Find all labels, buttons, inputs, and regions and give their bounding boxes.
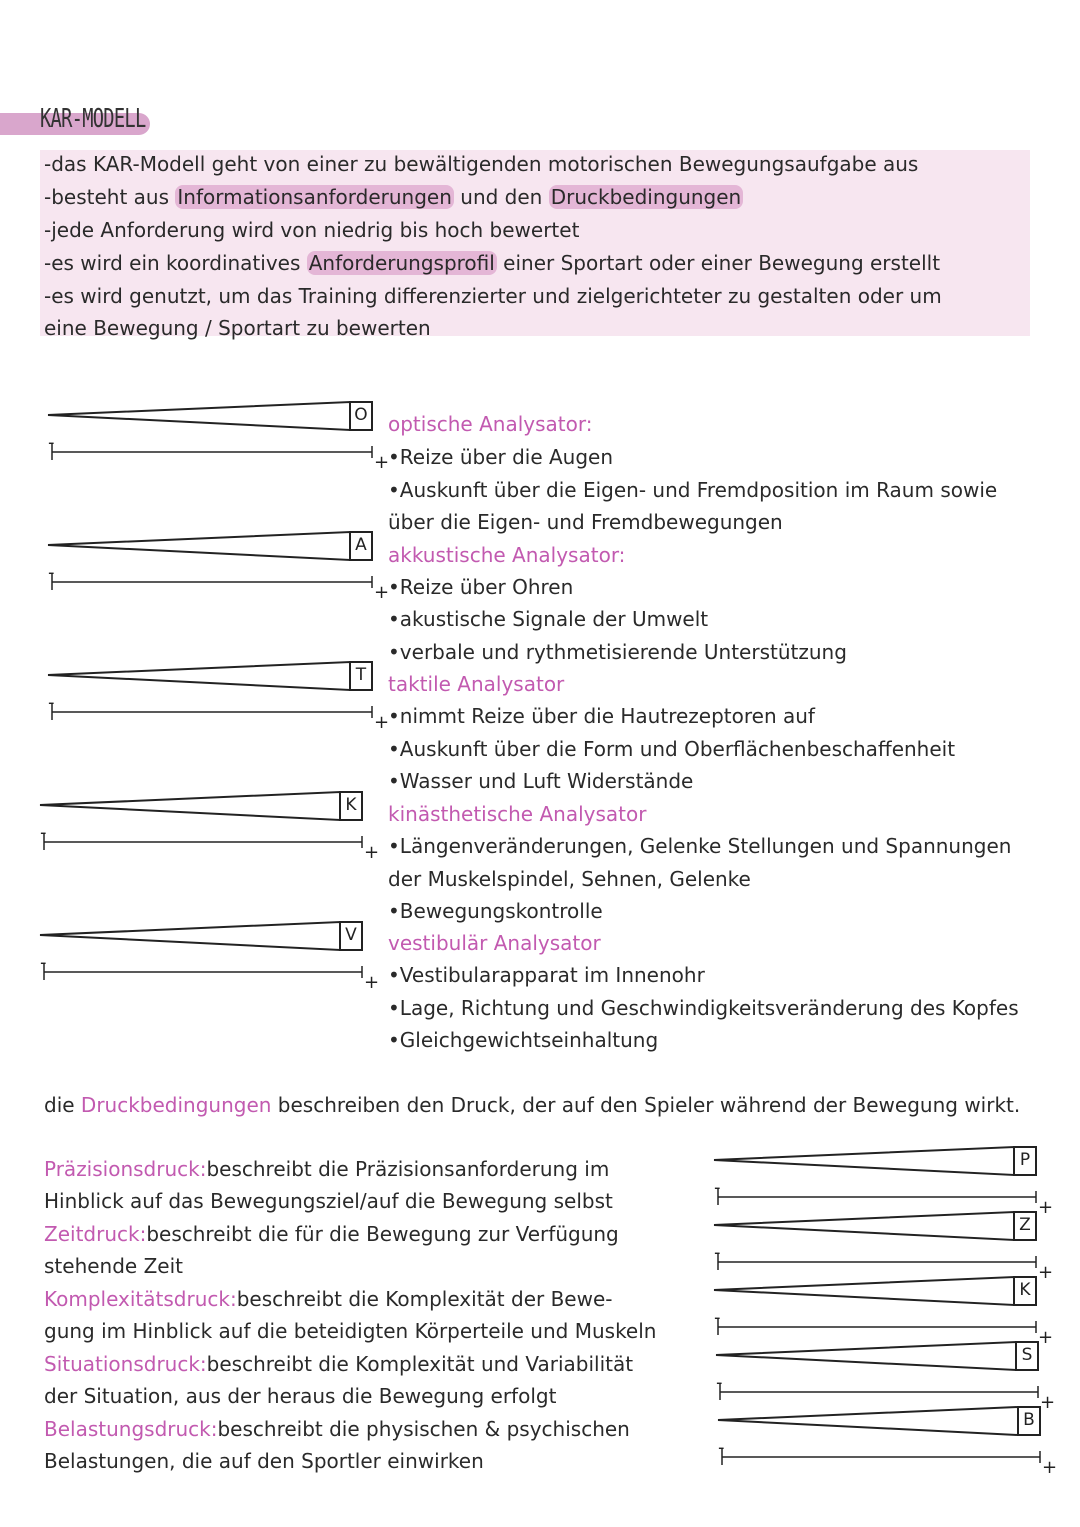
druck-item-cont: Hinblick auf das Bewegungsziel/auf die Bewegung selbst xyxy=(44,1189,613,1213)
druck-intro-term: Druckbedingungen xyxy=(80,1093,272,1117)
analyzer-heading: akkustische Analysator: xyxy=(388,543,626,567)
scale-wedge xyxy=(716,1342,1016,1370)
intro-line-4 xyxy=(44,251,940,275)
intro-line-1 xyxy=(44,152,918,176)
scale-wedge xyxy=(48,662,350,690)
scale-minus: - xyxy=(714,1307,721,1328)
analyzer-item: •verbale und rythmetisierende Unterstützung xyxy=(388,640,847,664)
scale-wedge-graphic xyxy=(712,1145,1056,1205)
intro-text: einer Sportart oder einer Bewegung erstellt xyxy=(496,251,941,275)
analyzer-item: •Längenveränderungen, Gelenke Stellungen und Spannungen xyxy=(388,834,1012,858)
intro-text: -jede Anforderung wird von niedrig bis hoch bewertet xyxy=(44,218,580,242)
rating-scale xyxy=(46,400,392,473)
intro-line-6 xyxy=(44,316,431,340)
scale-wedge-graphic xyxy=(46,400,392,460)
scale-minus: - xyxy=(40,952,47,973)
intro-box xyxy=(40,150,1030,336)
analyzer-item: •Reize über Ohren xyxy=(388,575,574,599)
scale-letter: A xyxy=(355,535,367,555)
scale-plus: + xyxy=(1038,1327,1054,1348)
scale-plus: + xyxy=(374,712,390,733)
druck-term: Zeitdruck: xyxy=(44,1222,147,1246)
scale-plus: + xyxy=(374,582,390,603)
scale-plus: + xyxy=(1038,1262,1054,1283)
scale-wedge xyxy=(714,1147,1014,1175)
druck-item-cont: der Situation, aus der heraus die Bewegung erfolgt xyxy=(44,1384,557,1408)
druck-item xyxy=(44,1417,630,1441)
analyzer-item: •Wasser und Luft Widerstände xyxy=(388,769,694,793)
analyzer-item: •akustische Signale der Umwelt xyxy=(388,607,709,631)
analyzer-item: •Reize über die Augen xyxy=(388,445,614,469)
scale-wedge-graphic xyxy=(712,1275,1056,1335)
intro-text: -besteht aus xyxy=(44,185,176,209)
scale-letter: B xyxy=(1023,1410,1035,1430)
intro-text: -es wird genutzt, um das Training differenzierter und zielgerichteter zu gestalten oder um xyxy=(44,284,942,308)
scale-wedge xyxy=(714,1277,1014,1305)
rating-scale xyxy=(46,660,392,733)
intro-text: -es wird ein koordinatives xyxy=(44,251,307,275)
druck-text: beschreibt die Präzisionsanforderung im xyxy=(206,1157,610,1181)
scale-plus: + xyxy=(1042,1457,1058,1478)
intro-line-3 xyxy=(44,218,579,242)
scale-minus: - xyxy=(718,1437,725,1458)
rating-scale xyxy=(712,1145,1056,1218)
scale-plus: + xyxy=(1040,1392,1056,1413)
druck-intro xyxy=(44,1093,1020,1117)
intro-text: und den xyxy=(453,185,549,209)
scale-wedge-graphic xyxy=(46,530,392,590)
druck-text: beschreibt die für die Bewegung zur Verfügung xyxy=(146,1222,619,1246)
druck-text: beschreibt die Komplexität der Bewe- xyxy=(236,1287,613,1311)
scale-letter: K xyxy=(1019,1280,1031,1300)
scale-letter: Z xyxy=(1019,1215,1031,1235)
rating-scale xyxy=(46,530,392,603)
druck-term: Situationsdruck: xyxy=(44,1352,207,1376)
scale-letter: P xyxy=(1019,1150,1031,1170)
scale-wedge xyxy=(40,922,340,950)
analyzer-heading: kinästhetische Analysator xyxy=(388,802,647,826)
intro-line-2 xyxy=(44,185,743,209)
scale-wedge xyxy=(48,402,350,430)
druck-text: beschreibt die Komplexität und Variabilität xyxy=(206,1352,634,1376)
druck-item xyxy=(44,1352,633,1376)
scale-wedge-graphic xyxy=(712,1210,1056,1270)
druck-item xyxy=(44,1157,609,1181)
druck-text: beschreibt die physischen & psychischen xyxy=(217,1417,630,1441)
analyzer-heading: taktile Analysator xyxy=(388,672,565,696)
scale-minus: - xyxy=(714,1242,721,1263)
druck-item-cont: Belastungen, die auf den Sportler einwirken xyxy=(44,1449,484,1473)
rating-scale xyxy=(712,1210,1056,1283)
druck-item xyxy=(44,1287,612,1311)
scale-wedge xyxy=(714,1212,1014,1240)
druck-term: Belastungsdruck: xyxy=(44,1417,218,1441)
scale-wedge-graphic xyxy=(38,920,382,980)
druck-term: Präzisionsdruck: xyxy=(44,1157,207,1181)
intro-line-5 xyxy=(44,284,942,308)
analyzer-item: •Bewegungskontrolle xyxy=(388,899,603,923)
scale-wedge-graphic xyxy=(714,1340,1058,1400)
scale-minus: - xyxy=(40,822,47,843)
intro-text: -das KAR-Modell geht von einer zu bewältigenden motorischen Bewegungsaufgabe aus xyxy=(44,152,919,176)
page-title: KAR-MODELL xyxy=(40,104,146,134)
scale-plus: + xyxy=(364,842,380,863)
analyzer-item: •Auskunft über die Form und Oberflächenbeschaffenheit xyxy=(388,737,956,761)
scale-minus: - xyxy=(714,1177,721,1198)
scale-letter: S xyxy=(1021,1345,1033,1365)
druck-item xyxy=(44,1222,619,1246)
druck-item-cont: stehende Zeit xyxy=(44,1254,183,1278)
scale-minus: - xyxy=(48,562,55,583)
scale-letter: K xyxy=(345,795,357,815)
analyzer-item: •Auskunft über die Eigen- und Fremdposition im Raum sowie xyxy=(388,478,998,502)
scale-plus: + xyxy=(364,972,380,993)
rating-scale xyxy=(38,790,382,863)
analyzer-item: •Lage, Richtung und Geschwindigkeitsveränderung des Kopfes xyxy=(388,996,1019,1020)
analyzer-item: •Gleichgewichtseinhaltung xyxy=(388,1028,659,1052)
scale-wedge xyxy=(40,792,340,820)
scale-plus: + xyxy=(1038,1197,1054,1218)
druck-intro-text: die xyxy=(44,1093,81,1117)
scale-letter: T xyxy=(355,665,367,685)
scale-wedge xyxy=(48,532,350,560)
rating-scale xyxy=(712,1275,1056,1348)
scale-minus: - xyxy=(716,1372,723,1393)
intro-text: eine Bewegung / Sportart zu bewerten xyxy=(44,316,431,340)
analyzer-item: über die Eigen- und Fremdbewegungen xyxy=(388,510,783,534)
rating-scale xyxy=(716,1405,1060,1478)
rating-scale xyxy=(38,920,382,993)
rating-scale xyxy=(714,1340,1058,1413)
druck-intro-text: beschreiben den Druck, der auf den Spieler während der Bewegung wirkt. xyxy=(271,1093,1021,1117)
analyzer-item: •Vestibularapparat im Innenohr xyxy=(388,963,705,987)
highlight-druckbedingungen: Druckbedingungen xyxy=(550,185,742,209)
druck-item-cont: gung im Hinblick auf die beteidigten Körperteile und Muskeln xyxy=(44,1319,657,1343)
scale-minus: - xyxy=(48,432,55,453)
highlight-informationsanforderungen: Informationsanforderungen xyxy=(177,185,452,209)
analyzer-heading: vestibulär Analysator xyxy=(388,931,601,955)
analyzer-heading: optische Analysator: xyxy=(388,412,593,436)
scale-wedge xyxy=(718,1407,1018,1435)
scale-plus: + xyxy=(374,452,390,473)
scale-letter: O xyxy=(354,405,368,425)
scale-wedge-graphic xyxy=(38,790,382,850)
highlight-anforderungsprofil: Anforderungsprofil xyxy=(308,251,495,275)
scale-letter: V xyxy=(345,925,357,945)
scale-wedge-graphic xyxy=(716,1405,1060,1465)
analyzer-item: •nimmt Reize über die Hautrezeptoren auf xyxy=(388,704,815,728)
druck-term: Komplexitätsdruck: xyxy=(44,1287,237,1311)
scale-wedge-graphic xyxy=(46,660,392,720)
analyzer-item: der Muskelspindel, Sehnen, Gelenke xyxy=(388,867,751,891)
scale-minus: - xyxy=(48,692,55,713)
